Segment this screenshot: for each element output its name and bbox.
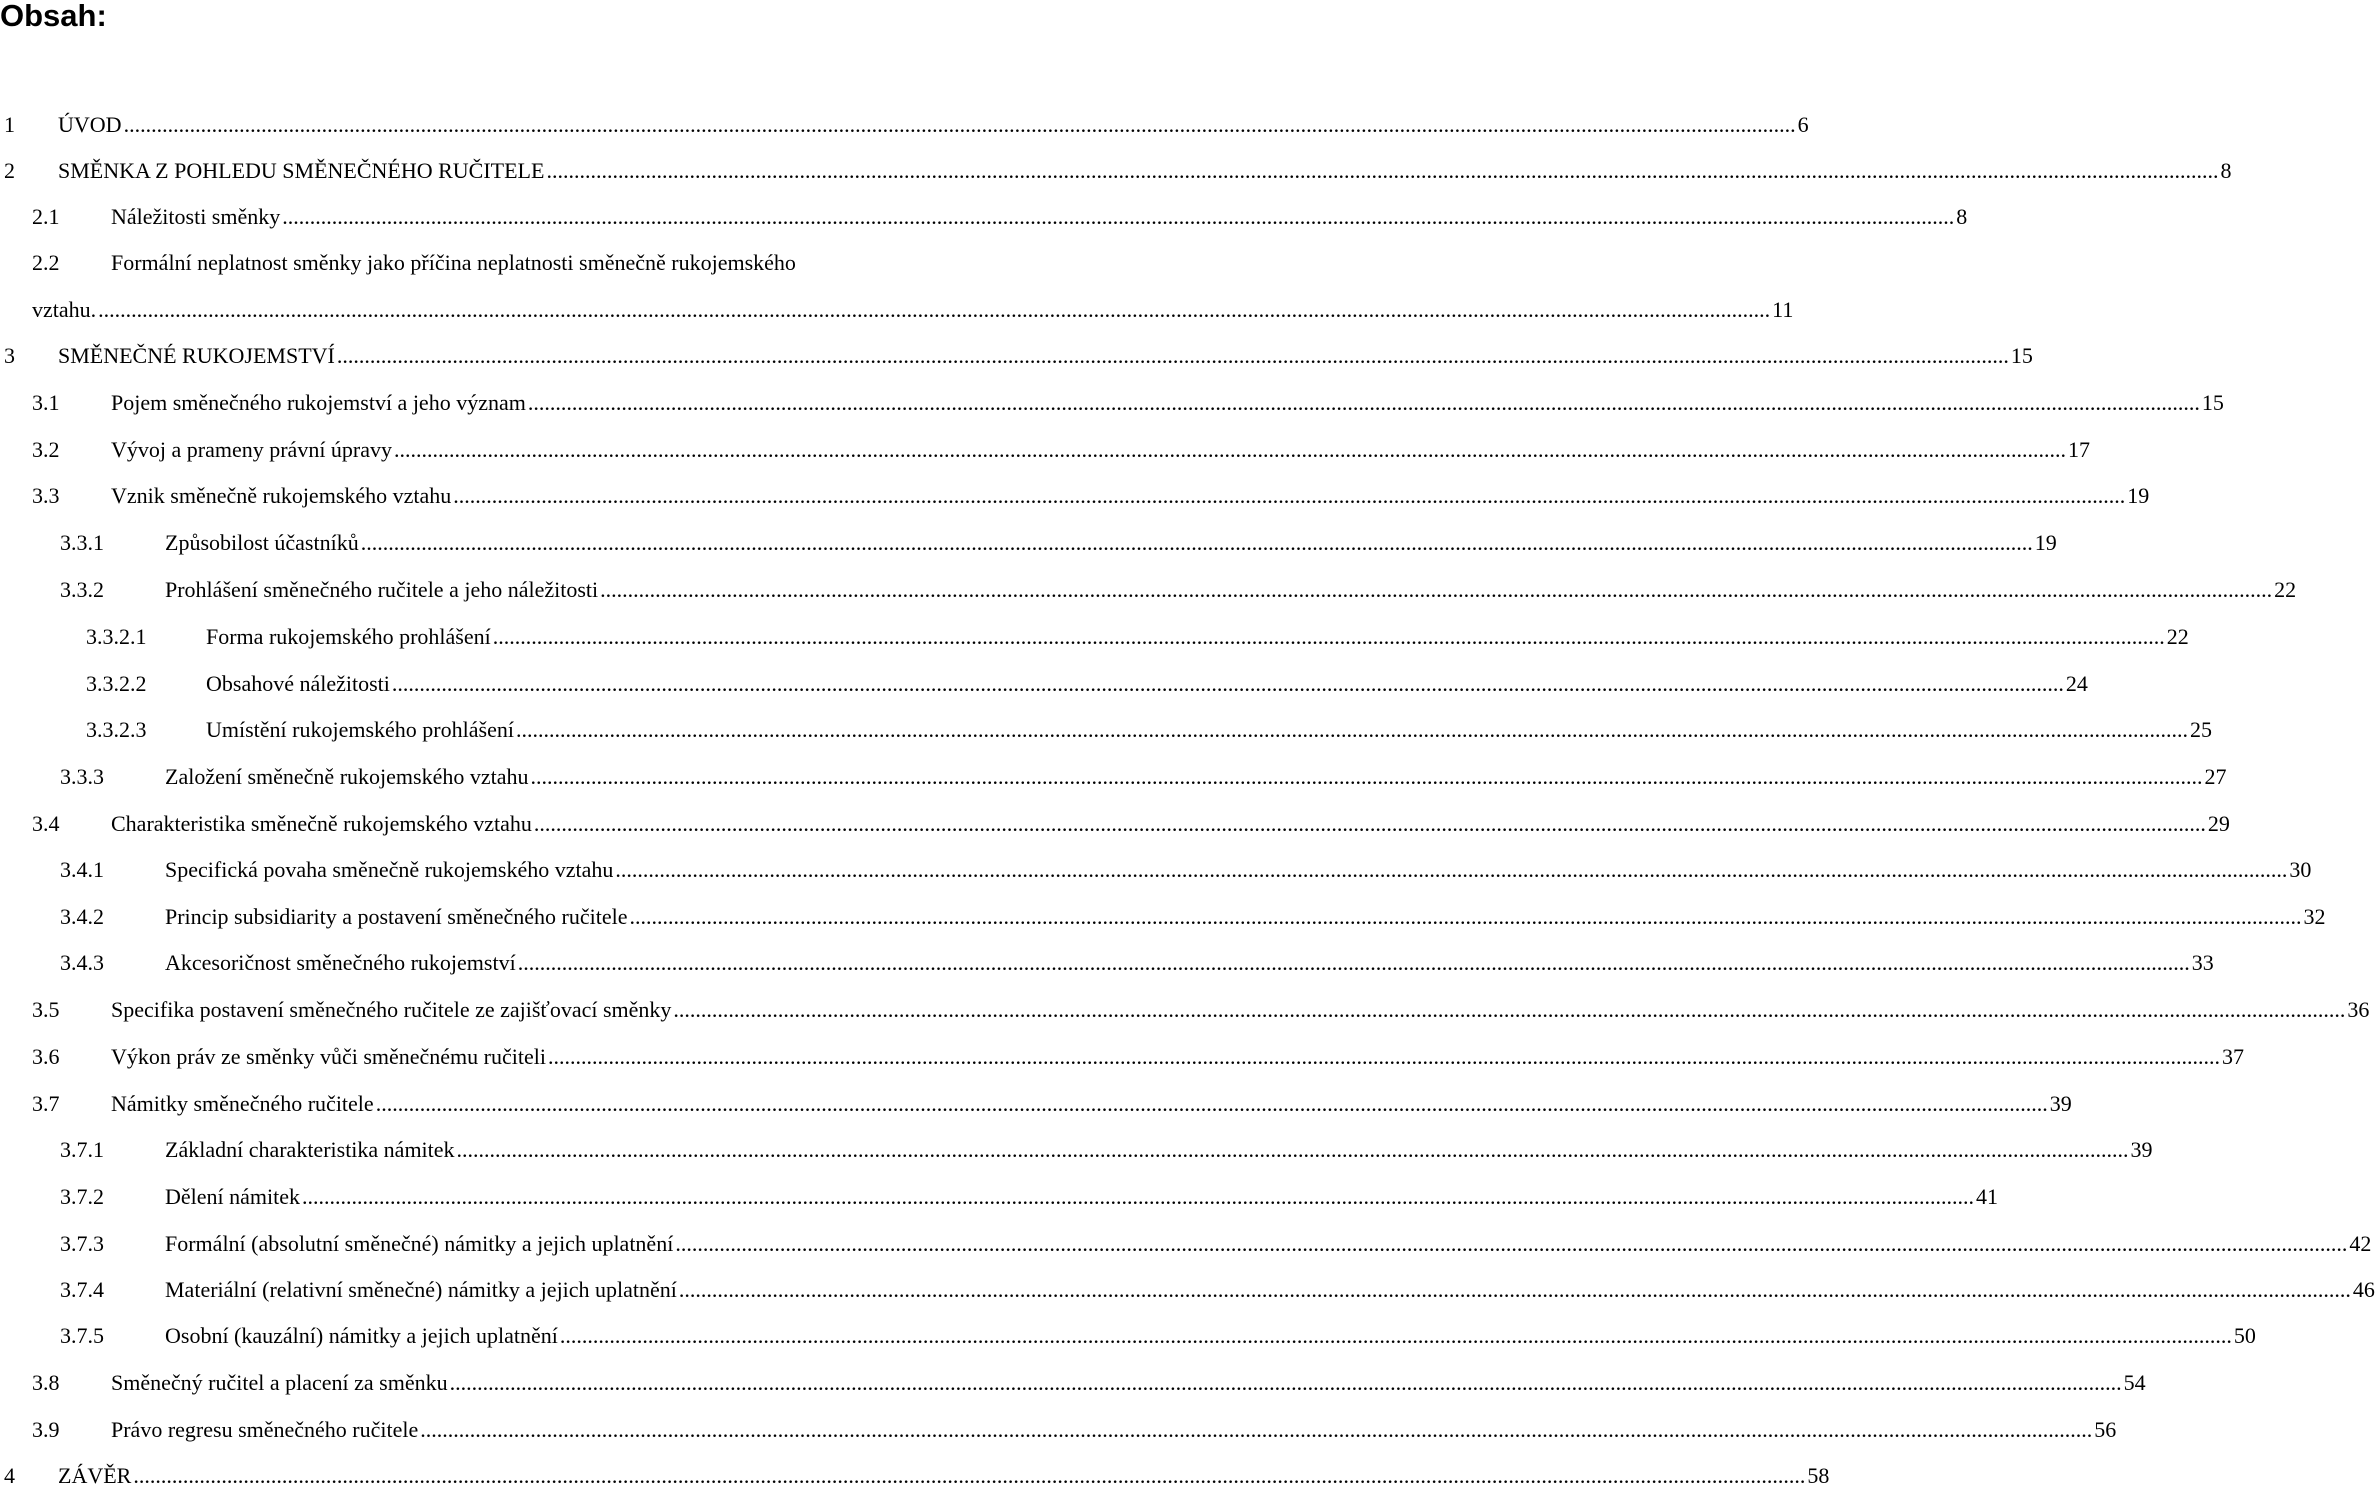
toc-entry[interactable]	[60, 572, 2297, 608]
toc-entry-page: 39	[2130, 1137, 2153, 1162]
dot-leader	[337, 343, 2009, 369]
toc-entry-page: 41	[1976, 1184, 1999, 1209]
toc-entry-number: 3.4.2	[60, 904, 104, 929]
toc-entry-page: 8	[2220, 158, 2232, 183]
dot-leader	[376, 1091, 2048, 1117]
toc-entry[interactable]	[4, 107, 1809, 143]
toc-entry-page: 50	[2233, 1323, 2256, 1348]
toc-entry-page: 8	[1956, 204, 1968, 229]
toc-entry-number: 1	[4, 112, 15, 137]
dot-leader	[560, 1323, 2232, 1349]
dot-leader	[493, 624, 2165, 650]
toc-entry-number: 3.1	[32, 390, 60, 415]
toc-entry-title: Umístění rukojemského prohlášení	[206, 717, 514, 742]
dot-leader	[124, 112, 1796, 138]
toc-entry-title: SMĚNKA Z POHLEDU SMĚNEČNÉHO RUČITELE	[58, 158, 545, 183]
toc-entry-page: 22	[2166, 624, 2189, 649]
dot-leader	[420, 1417, 2092, 1443]
toc-entry[interactable]	[86, 619, 2189, 655]
dot-leader	[679, 1277, 2351, 1303]
dot-leader	[673, 997, 2345, 1023]
toc-entry-title: Výkon práv ze směnky vůči směnečnému ručiteli	[111, 1044, 546, 1069]
toc-entry-title: Směnečný ručitel a placení za směnku	[111, 1370, 448, 1395]
toc-entry-page: 19	[2127, 483, 2150, 508]
dot-leader	[282, 204, 1954, 230]
toc-entry-title: Základní charakteristika námitek	[165, 1137, 455, 1162]
toc-entry-number: 3.3.2.3	[86, 717, 147, 742]
toc-entry-number: 3.7.1	[60, 1137, 104, 1162]
toc-entry-page: 37	[2221, 1044, 2244, 1069]
toc-entry-number: 3.7.4	[60, 1277, 104, 1302]
toc-entry[interactable]	[60, 1179, 1999, 1215]
dot-leader	[675, 1231, 2347, 1257]
toc-entry-number: 3.3.2	[60, 577, 104, 602]
toc-entry-number: 3.9	[32, 1417, 60, 1442]
toc-entry[interactable]	[32, 199, 1968, 235]
toc-entry-number: 3.3.2.2	[86, 671, 147, 696]
toc-entry[interactable]	[32, 1412, 2117, 1448]
toc-entry[interactable]	[32, 992, 2370, 1028]
toc-entry-title: Specifická povaha směnečně rukojemského vztahu	[165, 857, 614, 882]
toc-entry-number: 2.2	[32, 250, 60, 275]
toc-entry[interactable]	[60, 945, 2214, 981]
toc-entry[interactable]	[32, 1039, 2244, 1075]
toc-entry[interactable]	[60, 899, 2326, 935]
toc-entry[interactable]	[86, 666, 2088, 702]
toc-entry-number: 3.7.2	[60, 1184, 104, 1209]
toc-entry[interactable]	[32, 478, 2150, 514]
toc-entry-page: 27	[2204, 764, 2227, 789]
toc-entry-page: 39	[2049, 1091, 2072, 1116]
toc-entry-number: 3.3.1	[60, 530, 104, 555]
dot-leader	[133, 1463, 1805, 1489]
toc-entry-title: Obsahové náležitosti	[206, 671, 390, 696]
toc-entry-title: Vývoj a prameny právní úpravy	[111, 437, 393, 462]
toc-entry-title: Akcesoričnost směnečného rukojemství	[165, 950, 516, 975]
toc-entry-number: 3.7	[32, 1091, 60, 1116]
dot-leader	[453, 483, 2125, 509]
toc-entry-page: 33	[2191, 950, 2214, 975]
toc-entry-title: Formální neplatnost směnky jako příčina neplatnosti směnečně rukojemského	[111, 250, 796, 275]
toc-entry-page: 30	[2289, 857, 2312, 882]
toc-entry[interactable]	[60, 525, 2057, 561]
toc-entry[interactable]	[60, 1272, 2375, 1308]
toc-entry-number: 3.8	[32, 1370, 60, 1395]
toc-entry[interactable]	[60, 1318, 2256, 1354]
dot-leader	[615, 857, 2287, 883]
toc-entry-page: 29	[2207, 811, 2230, 836]
dot-leader	[534, 811, 2206, 837]
toc-entry-number: 3.4.1	[60, 857, 104, 882]
toc-entry-page: 24	[2065, 671, 2088, 696]
toc-entry-page: 6	[1797, 112, 1809, 137]
dot-leader	[518, 950, 2190, 976]
toc-entry-number: 3.7.5	[60, 1323, 104, 1348]
dot-leader	[361, 530, 2033, 556]
toc-entry-title: Právo regresu směnečného ručitele	[111, 1417, 419, 1442]
toc-entry[interactable]	[32, 245, 958, 281]
toc-entry-number: 3	[4, 343, 15, 368]
toc-entry-number: 4	[4, 1463, 15, 1488]
toc-entry[interactable]	[60, 852, 2312, 888]
toc-entry-title: Specifika postavení směnečného ručitele ze zajišťovací směnky	[111, 997, 672, 1022]
toc-entry-title: ZÁVĚR	[58, 1463, 132, 1488]
page-title: Obsah:	[0, 0, 107, 33]
toc-entry-number: 3.4	[32, 811, 60, 836]
dot-leader	[394, 437, 2066, 463]
toc-entry-page: 19	[2034, 530, 2057, 555]
toc-entry-number: 3.4.3	[60, 950, 104, 975]
toc-entry-page: 15	[2010, 343, 2033, 368]
toc-entry-page: 58	[1807, 1463, 1830, 1488]
toc-entry-title: Prohlášení směnečného ručitele a jeho náležitosti	[165, 577, 599, 602]
toc-entry-page: 32	[2303, 904, 2326, 929]
dot-leader	[302, 1184, 1974, 1210]
toc-entry-number: 3.3.2.1	[86, 624, 147, 649]
toc-entry-title: Náležitosti směnky	[111, 204, 281, 229]
toc-entry-page: 15	[2201, 390, 2224, 415]
toc-entry[interactable]	[86, 712, 2212, 748]
toc-entry-page: 36	[2347, 997, 2370, 1022]
toc-entry[interactable]	[32, 432, 2091, 468]
dot-leader	[98, 297, 1770, 323]
toc-entry[interactable]	[32, 1365, 2146, 1401]
toc-entry-title: ÚVOD	[58, 112, 122, 137]
toc-entry-title: Pojem směnečného rukojemství a jeho význam	[111, 390, 526, 415]
toc-entry-title-continuation: vztahu.	[32, 297, 97, 322]
toc-entry-number: 2	[4, 158, 15, 183]
toc-entry-title: Osobní (kauzální) námitky a jejich uplatnění	[165, 1323, 558, 1348]
toc-entry[interactable]	[32, 385, 2224, 421]
toc-entry-continuation[interactable]	[32, 292, 1794, 328]
dot-leader	[516, 717, 2188, 743]
toc-entry-page: 11	[1772, 297, 1794, 322]
toc-entry-number: 3.2	[32, 437, 60, 462]
dot-leader	[528, 390, 2200, 416]
dot-leader	[530, 764, 2202, 790]
toc-entry-title: Formální (absolutní směnečné) námitky a jejich uplatnění	[165, 1231, 674, 1256]
toc-entry-title: Dělení námitek	[165, 1184, 301, 1209]
toc-entry-title: Forma rukojemského prohlášení	[206, 624, 491, 649]
toc-entry-number: 2.1	[32, 204, 60, 229]
toc-entry-title: Princip subsidiarity a postavení směnečného ručitele	[165, 904, 628, 929]
toc-entry-number: 3.3.3	[60, 764, 104, 789]
toc-entry-number: 3.3	[32, 483, 60, 508]
dot-leader	[392, 671, 2064, 697]
toc-entry-title: SMĚNEČNÉ RUKOJEMSTVÍ	[58, 343, 335, 368]
toc-entry-title: Vznik směnečně rukojemského vztahu	[111, 483, 452, 508]
dot-leader	[600, 577, 2272, 603]
toc-entry-page: 42	[2349, 1231, 2372, 1256]
toc-entry[interactable]	[32, 1086, 2072, 1122]
toc-entry-title: Charakteristika směnečně rukojemského vztahu	[111, 811, 532, 836]
toc-entry-page: 25	[2189, 717, 2212, 742]
toc-entry-title: Způsobilost účastníků	[165, 530, 359, 555]
dot-leader	[546, 158, 2218, 184]
dot-leader	[457, 1137, 2129, 1163]
toc-entry-title: Založení směnečně rukojemského vztahu	[165, 764, 529, 789]
toc-entry[interactable]	[32, 806, 2230, 842]
toc-entry-title: Materiální (relativní směnečné) námitky a jejich uplatnění	[165, 1277, 677, 1302]
toc-entry-page: 56	[2094, 1417, 2117, 1442]
toc-entry-number: 3.6	[32, 1044, 60, 1069]
toc-entry[interactable]	[4, 153, 2232, 189]
toc-entry[interactable]	[4, 1458, 1830, 1494]
toc-entry[interactable]	[60, 759, 2227, 795]
toc-entry-page: 22	[2274, 577, 2297, 602]
toc-entry[interactable]	[60, 1226, 2372, 1262]
toc-entry-page: 17	[2068, 437, 2091, 462]
dot-leader	[629, 904, 2301, 930]
toc-entry[interactable]	[4, 338, 2033, 374]
toc-entry-page: 46	[2352, 1277, 2375, 1302]
toc-entry-number: 3.7.3	[60, 1231, 104, 1256]
dot-leader	[450, 1370, 2122, 1396]
dot-leader	[548, 1044, 2220, 1070]
toc-entry-title: Námitky směnečného ručitele	[111, 1091, 374, 1116]
toc-entry-number: 3.5	[32, 997, 60, 1022]
toc-entry[interactable]	[60, 1132, 2153, 1168]
toc-entry-page: 54	[2123, 1370, 2146, 1395]
